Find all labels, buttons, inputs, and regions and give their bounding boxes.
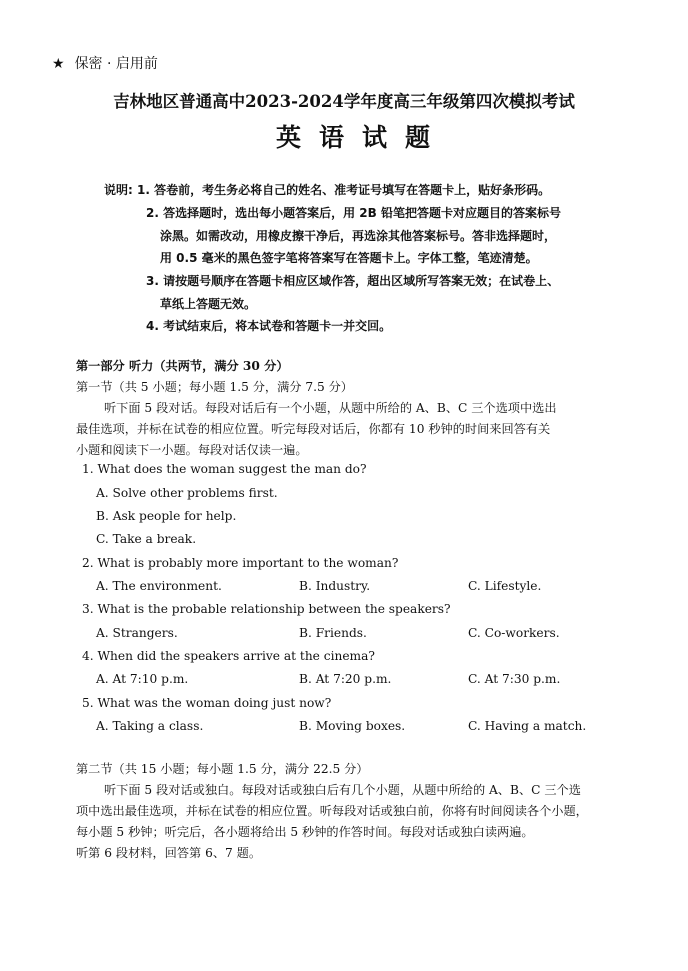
option-3c: C. Co-workers. — [468, 626, 560, 640]
confidential-mark — [52, 53, 158, 73]
option-2b: B. Industry. — [299, 579, 371, 593]
section-heading: 第一节（共 5 小题；每小题 1.5 分，满分 7.5 分） — [76, 380, 353, 394]
section-heading: 第二节（共 15 小题；每小题 1.5 分，满分 22.5 分） — [76, 762, 369, 776]
directions-line: 项中选出最佳选项，并标在试卷的相应位置。听每段对话或独白前，你将有时间阅读各个小题， — [76, 804, 588, 818]
question-2: 2. What is probably more important to the woman? — [82, 556, 399, 570]
directions-line: 听下面 5 段对话或独白。每段对话或独白后有几个小题，从题中所给的 A、B、C 三个选 — [104, 783, 581, 797]
instruction-line: 2. 答选择题时，选出每小题答案后，用 2B 铅笔把答题卡对应题目的答案标号 — [146, 206, 561, 220]
instruction-line: 草纸上答题无效。 — [160, 297, 257, 311]
question-3: 3. What is the probable relationship between the speakers? — [82, 602, 451, 616]
confidential-label: 保密 · 启用前 — [74, 56, 158, 72]
option-4c: C. At 7:30 p.m. — [468, 672, 561, 686]
directions-line: 听第 6 段材料，回答第 6、7 题。 — [76, 846, 262, 860]
instruction-line: 用 0.5 毫米的黑色签字笔将答案写在答题卡上。字体工整，笔迹清楚。 — [160, 251, 538, 265]
subject-title: 英语试题 — [275, 123, 448, 152]
part-heading: 第一部分 听力（共两节，满分 30 分） — [76, 359, 289, 373]
exam-title: 吉林地区普通高中2023-2024学年度高三年级第四次模拟考试 — [113, 92, 575, 111]
instruction-line: 涂黑。如需改动，用橡皮擦干净后，再选涂其他答案标号。答非选择题时， — [160, 229, 557, 243]
question-4: 4. When did the speakers arrive at the cinema? — [82, 649, 375, 663]
directions-line: 最佳选项，并标在试卷的相应位置。听完每段对话后，你都有 10 秒钟的时间来回答有关 — [76, 422, 551, 436]
option-4b: B. At 7:20 p.m. — [299, 672, 392, 686]
option-1b: B. Ask people for help. — [96, 509, 237, 523]
star-icon: ★ — [52, 56, 65, 72]
directions-line: 小题和阅读下一小题。每段对话仅读一遍。 — [76, 443, 308, 457]
option-2a: A. The environment. — [96, 579, 222, 593]
option-4a: A. At 7:10 p.m. — [96, 672, 189, 686]
directions-line: 每小题 5 秒钟；听完后，各小题将给出 5 秒钟的作答时间。每段对话或独白读两遍。 — [76, 825, 534, 839]
instruction-line: 3. 请按题号顺序在答题卡相应区域作答，超出区域所写答案无效；在试卷上、 — [146, 274, 560, 288]
option-1c: C. Take a break. — [96, 532, 197, 546]
instruction-line: 4. 考试结束后，将本试卷和答题卡一并交回。 — [146, 319, 392, 333]
option-5c: C. Having a match. — [468, 719, 587, 733]
question-1: 1. What does the woman suggest the man do? — [82, 462, 367, 476]
option-1a: A. Solve other problems first. — [96, 486, 278, 500]
option-3a: A. Strangers. — [96, 626, 178, 640]
instruction-line: 说明: 1. 答卷前，考生务必将自己的姓名、准考证号填写在答题卡上，贴好条形码。 — [104, 183, 551, 197]
option-2c: C. Lifestyle. — [468, 579, 542, 593]
directions-line: 听下面 5 段对话。每段对话后有一个小题，从题中所给的 A、B、C 三个选项中选出 — [104, 401, 557, 415]
question-5: 5. What was the woman doing just now? — [82, 696, 332, 710]
option-3b: B. Friends. — [299, 626, 367, 640]
option-5b: B. Moving boxes. — [299, 719, 406, 733]
option-5a: A. Taking a class. — [96, 719, 204, 733]
